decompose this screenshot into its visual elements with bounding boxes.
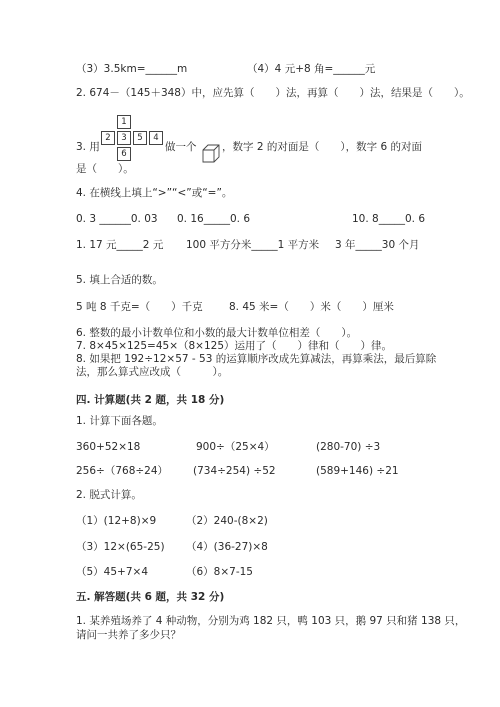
cube-icon (202, 144, 220, 164)
question-7: 7. 8×45×125=45×（8×125）运用了（ ）律和（ ）律。 (76, 340, 393, 352)
question-3-suffix: ，数字 2 的对面是（ ），数字 6 的对面 (222, 141, 422, 153)
step-calc-item: （4）(36-27)×8 (186, 541, 268, 553)
calc-item: 360+52×18 (76, 441, 141, 453)
compare-item: 1. 17 元_____2 元 (76, 239, 164, 251)
question-5: 5. 填上合适的数。 (76, 274, 163, 286)
calc-item: (280-70) ÷3 (316, 441, 381, 453)
step-calc-item: （1）(12+8)×9 (76, 515, 157, 527)
question-2: 2. 674－（145＋348）中，应先算（ ）法，再算（ ）法，结果是（ ）。 (76, 87, 470, 99)
question-8: 8. 如果把 192÷12×57 - 53 的运算顺序改成先算减法，再算乘法，最后算除 (76, 353, 437, 365)
section-4-heading: 四. 计算题(共 2 题，共 18 分) (76, 394, 225, 406)
step-calc-item: （3）12×(65-25) (76, 541, 165, 553)
net-square: 2 (101, 131, 115, 145)
section-5-heading: 五. 解答题(共 6 题，共 32 分) (76, 591, 225, 603)
step-calc-item: （5）45+7×4 (76, 566, 148, 578)
net-square: 1 (117, 115, 131, 129)
compare-item: 100 平方分米_____1 平方米 (186, 239, 320, 251)
section-5-question-1-continued: 请问一共养了多少只？ (76, 629, 181, 641)
question-6: 6. 整数的最小计数单位和小数的最大计数单位相差（ ）。 (76, 327, 358, 339)
cube-net-figure (101, 115, 165, 165)
question-4: 4. 在横线上填上“>”“<”或“=”。 (76, 187, 233, 199)
calc-item: 900÷（25×4） (196, 441, 275, 453)
step-calc-item: （2）240-(8×2) (186, 515, 268, 527)
question-8-continued: 法，那么算式应改成（ ）。 (76, 366, 229, 378)
section-5-question-1: 1. 某养殖场养了 4 种动物，分别为鸡 182 只，鸭 103 只，鹅 97 只和猪 138 只， (76, 615, 466, 627)
question-3-middle: 做一个 (165, 141, 197, 153)
net-square: 6 (117, 147, 131, 161)
net-square: 3 (117, 131, 131, 145)
compare-item: 10. 8_____0. 6 (352, 213, 426, 225)
section-4-question-2: 2. 脱式计算。 (76, 489, 142, 501)
unit-convert-4: （4）4 元+8 角=______元 (247, 63, 376, 75)
section-4-question-1: 1. 计算下面各题。 (76, 415, 163, 427)
compare-item: 3 年_____30 个月 (335, 239, 420, 251)
net-square: 5 (133, 131, 147, 145)
question-3-prefix: 3. 用 (76, 141, 100, 153)
net-square: 4 (149, 131, 163, 145)
calc-item: (589+146) ÷21 (316, 465, 399, 477)
question-3-continued: 是（ ）。 (76, 163, 134, 175)
compare-item: 0. 16_____0. 6 (177, 213, 251, 225)
calc-item: (734÷254) ÷52 (193, 465, 276, 477)
fill-item: 5 吨 8 千克=（ ）千克 (76, 301, 203, 313)
calc-item: 256÷（768÷24） (76, 465, 169, 477)
compare-item: 0. 3 ______0. 03 (76, 213, 158, 225)
step-calc-item: （6）8×7-15 (186, 566, 253, 578)
fill-item: 8. 45 米=（ ）米（ ）厘米 (229, 301, 394, 313)
unit-convert-3: （3）3.5km=______m (76, 63, 188, 75)
